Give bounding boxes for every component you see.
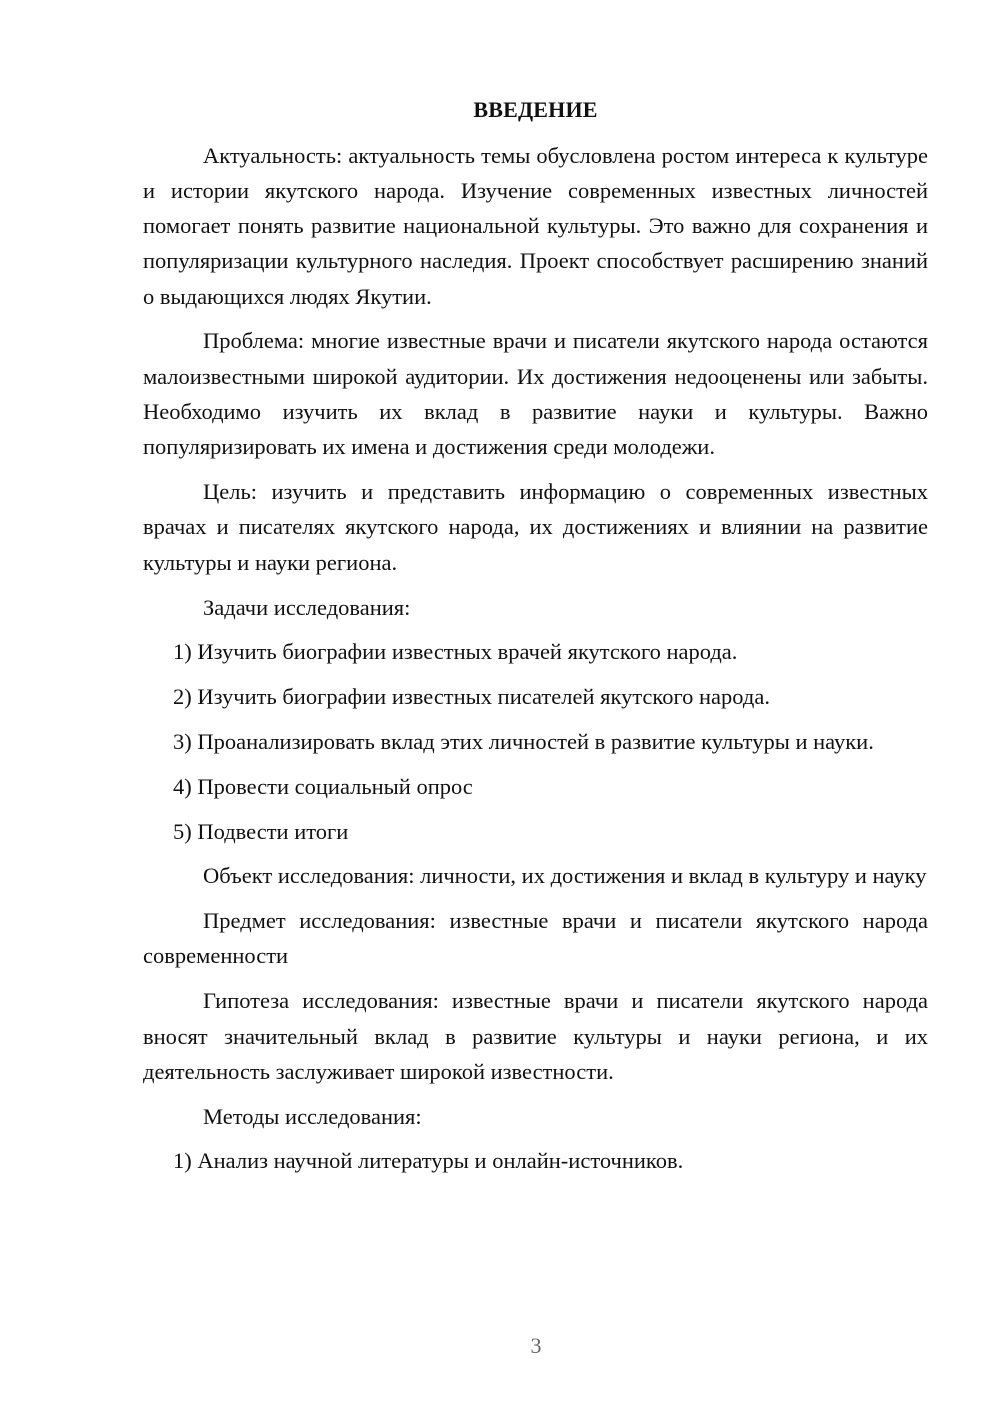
- task-item-5: 5) Подвести итоги: [173, 818, 349, 844]
- problem-paragraph: Проблема: многие известные врачи и писатели якутского народа остаются малоизвестными широкой аудитории. Их достижения недооценены или забыты. Необходимо изучить их вклад в развитие науки и культуры. Важно популяризировать их имена и достижения среди молодежи.: [143, 328, 928, 460]
- tasks-title: Задачи исследования:: [203, 594, 411, 620]
- task-item-4: 4) Провести социальный опрос: [173, 773, 473, 799]
- goal-paragraph: Цель: изучить и представить информацию о современных известных врачах и писателях якутского народа, их достижениях и влиянии на развитие культуры и науки региона.: [143, 479, 928, 575]
- relevance-paragraph: Актуальность: актуальность темы обусловлена ростом интереса к культуре и истории якутского народа. Изучение современных известных личностей помогает понять развитие национальной культуры. Это важно для сохранения и популяризации культурного наследия. Проект способствует расширению знаний о выдающихся людях Якутии.: [143, 142, 928, 309]
- page-number: 3: [530, 1333, 542, 1358]
- method-item-1: 1) Анализ научной литературы и онлайн-источников.: [173, 1148, 684, 1174]
- task-item-1: 1) Изучить биографии известных врачей якутского народа.: [173, 639, 738, 665]
- research-subject-paragraph: Предмет исследования: известные врачи и писатели якутского народа современности: [143, 908, 928, 969]
- document-page: [143, 92, 928, 1179]
- research-object-paragraph: Объект исследования: личности, их достижения и вклад в культуру и науку: [203, 863, 927, 889]
- hypothesis-paragraph: Гипотеза исследования: известные врачи и писатели якутского народа вносят значительный вклад в развитие культуры и науки региона, и их деятельность заслуживает широкой известности.: [143, 988, 928, 1084]
- section-heading: ВВЕДЕНИЕ: [473, 97, 598, 122]
- methods-title: Методы исследования:: [203, 1103, 422, 1129]
- task-item-3: 3) Проанализировать вклад этих личностей в развитие культуры и науки.: [173, 728, 874, 754]
- task-item-2: 2) Изучить биографии известных писателей якутского народа.: [173, 684, 770, 710]
